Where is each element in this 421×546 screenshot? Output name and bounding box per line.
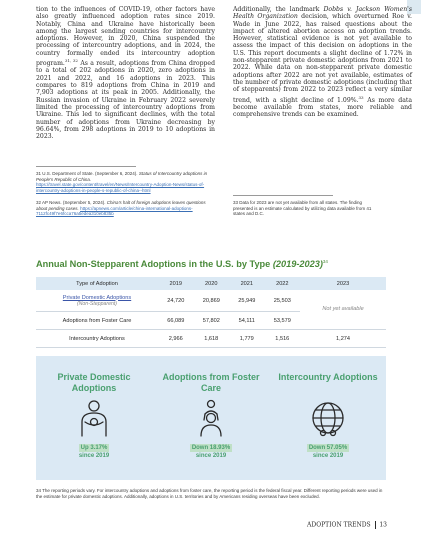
private-domestic-link[interactable]: Private Domestic Adoptions [62,294,132,301]
table-cell: 54,111 [229,312,265,330]
row-label [36,290,158,312]
stats-panel [36,356,386,480]
table-cell: 1,618 [194,330,230,348]
table-row [36,290,386,312]
footnote-ref-31-32[interactable]: 31, 32 [64,58,78,64]
parent-holding-baby-icon [74,398,114,438]
right-text-column [233,6,412,119]
section-title: Annual Non-Stepparent Adoptions in the U.S. by Type (2019-2023)$^{34}$ [36,259,328,270]
left-paragraph: tion to the influences of COVID-19, other factors have also greatly influenced adoption rates since 2019. Notably, China and Ukraine have historically been among the largest sending countries for intercountry adoptions. However, in 2020, China suspended the processing of intercountry adoptions, and in 2024, the country formally ended its intercountry adoption program.$^{31, 32}$ As a result, adoptions from China dropped to a total of 202 adoptions in 2020, zero adoptions in 2021 and 2022, and 16 adoptions in 2023. This compares to 819 adoptions from China in 2019 and 7,903 adoptions at its peak in 2005. Additionally, the Russian invasion of Ukraine in February 2022 severely limited the processing of intercountry adoptions from Ukraine. This led to significant declines, with the total number of adoptions from Ukraine decreasing by 96.64%, from 298 adoptions in 2019 to 10 adoptions in 2023. [36,6,215,141]
table-cell: 20,869 [194,290,230,312]
table-header: 2019 [158,277,194,290]
table-cell: 24,720 [158,290,194,312]
stat-intercountry [270,356,386,480]
row-label: Adoptions from Foster Care [36,312,158,330]
footnote-32: 32 AP News. (September 5, 2024). China's halt of foreign adoptions leaves questions about pending cases. https://apnews.com/article/china-international-adoptions-7112fc49f7e6fcca76a5edea310eb835b [36,200,206,217]
table-header: 2021 [229,277,265,290]
table-row [36,330,386,348]
table-header: 2022 [265,277,301,290]
page-number: 13 [379,521,387,529]
footnote-divider-left [36,166,136,167]
row-label: Intercountry Adoptions [36,330,158,348]
footnote-33: 33 Data for 2023 are not yet available from all states. The finding presented is an estimate calculated by utilizing data available from 41 states and D.C. [233,200,372,217]
stat-title: Intercountry Adoptions [278,372,378,382]
footnote-ref-33[interactable]: 33 [358,94,364,100]
right-paragraph: Additionally, the landmark Dobbs v. Jackson Women's Health Organization decision, which overturned Roe v. Wade in June 2022, has raised questions about the impact of altered abortion access on adoption trends. However, statistical evidence is not yet available to assess the impact of this decision on adoptions in the U.S. This report documents a slight decline of 1.72% in non-stepparent private domestic adoptions from 2021 to 2022. While data on non-stepparent private domestic adoptions after 2022 are not yet available, estimates of the number of private domestic adoptions (including that of stepparents) from 2022 to 2023 reflect a very similar trend, with a slight decline of 1.09%.$^{33}$ As more data become available from states, more reliable and comprehensive trends can be examined. [233,6,412,119]
table-cell: 53,579 [265,312,301,330]
stat-title: Adoptions from Foster Care [162,372,260,393]
table-cell: 66,089 [158,312,194,330]
footnote-32-link[interactable]: https://apnews.com/article/china-international-adoptions-7112fc49f7e6fcca76a5edea310eb835b [36,205,193,217]
row-sublabel: (Non-Stepparent) [76,300,118,307]
child-on-shoulders-icon [191,398,231,438]
stat-title: Private Domestic Adoptions [57,372,131,393]
table-header: Type of Adoption [36,277,158,290]
table-cell: 57,802 [194,312,230,330]
not-yet-available: Not yet available [300,290,386,330]
table-header-row [36,277,386,290]
left-text-column [36,6,215,140]
adoptions-table [36,277,386,348]
case-name: Dobbs v. Jackson Women's Health Organization [233,6,412,21]
globe-family-icon [308,398,348,438]
footer-divider [375,521,376,529]
table-cell: 1,516 [265,330,301,348]
table-header: 2020 [194,277,230,290]
stat-private-domestic [36,356,152,480]
footnote-31: 31 U.S. Department of State. (September 6, 2024). Status of Intercountry adoptions in People's Republic of China. https://travel.state.gov/content/travel/en/News/Intercountry-Adoption-News/status-of-intercountry-adoptions-in-people-s-republic-of-china--html [36,171,208,193]
section-years: (2019-2023) [272,259,323,270]
page-footer [307,521,387,529]
table-cell: 25,503 [265,290,301,312]
stat-change: Up 3.17% since 2019 [78,445,110,459]
footer-label: ADOPTION TRENDS [307,521,371,529]
footnote-ref-34[interactable]: 34 [322,259,328,264]
table-cell: 1,274 [300,330,386,348]
footnote-31-link[interactable]: https://travel.state.gov/content/travel/en/News/Intercountry-Adoption-News/status-of-intercountry-adoptions-in-people-s-republic-of-china--html [36,182,205,193]
table-cell: 25,949 [229,290,265,312]
stat-change: Down 57.05% since 2019 [308,445,348,459]
stat-foster-care [153,356,269,480]
footnote-divider-right [233,195,333,196]
table-header: 2023 [300,277,386,290]
footnote-34: 34 The reporting periods vary. For intercountry adoptions and adoptions from foster care, the reporting period is the federal fiscal year. Different reporting periods were used in the estimate for private domestic adoptions. Additionally, adoptions in U.S. territories and by Americans residing overseas have been excluded. [36,488,383,499]
table-cell: 1,779 [229,330,265,348]
stat-change: Down 18.93% since 2019 [191,445,231,459]
table-cell: 2,966 [158,330,194,348]
